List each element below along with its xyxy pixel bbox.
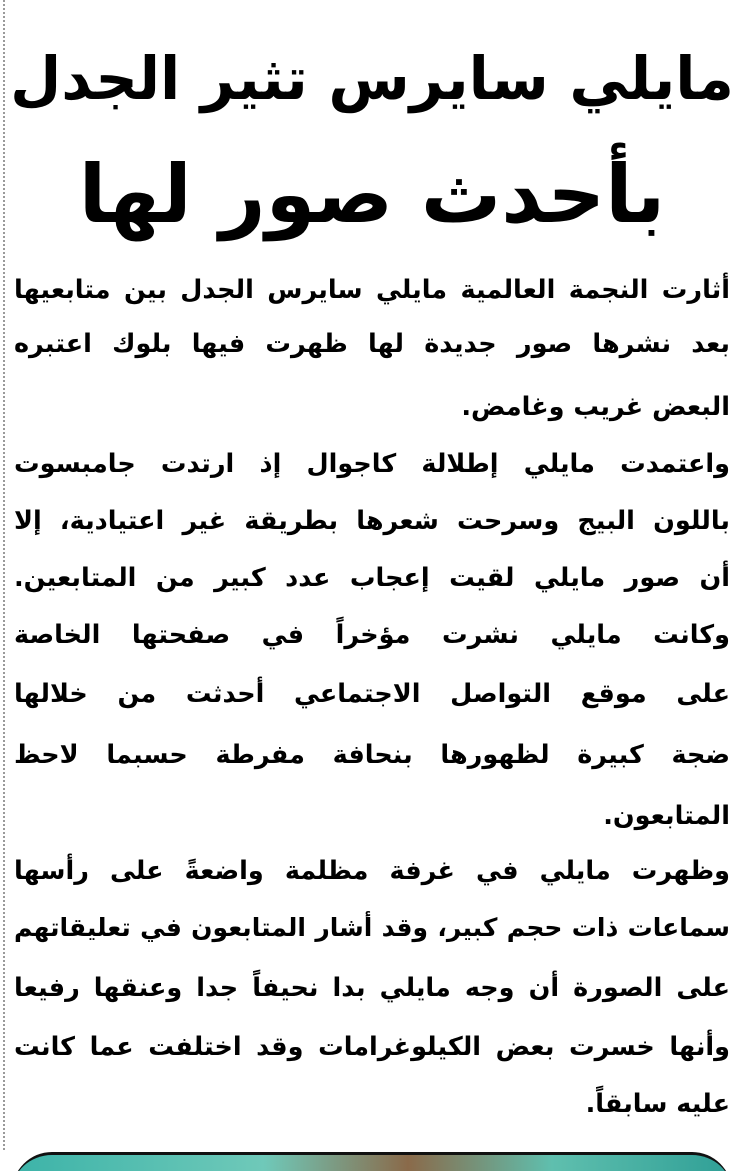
column-divider [3, 0, 5, 1150]
article-line-1: أثارت النجمة العالمية مايلي سايرس الجدل بين متابعيها [14, 275, 730, 305]
headline-line-1: مايلي سايرس تثير الجدل [10, 44, 734, 113]
article-line-5: باللون البيج وسرحت شعرها بطريقة غير اعتيادية، إلا [14, 506, 730, 536]
article-line-6: أن صور مايلي لقيت إعجاب عدد كبير من المتابعين. [14, 563, 730, 593]
article-line-13: على الصورة أن وجه مايلي بدا نحيفاً جدا وعنقها رفيعا [14, 973, 730, 1003]
article-line-15: عليه سابقاً. [585, 1089, 730, 1119]
article-line-3: البعض غريب وغامض. [461, 392, 730, 422]
article-line-12: سماعات ذات حجم كبير، وقد أشار المتابعون في تعليقاتهم [14, 913, 730, 942]
article-line-8: على موقع التواصل الاجتماعي أحدثت من خلالها [14, 679, 730, 709]
article-line-2: بعد نشرها صور جديدة لها ظهرت فيها بلوك اعتبره [14, 329, 730, 359]
article-line-10: المتابعون. [603, 801, 730, 831]
article-line-9: ضجة كبيرة لظهورها بنحافة مفرطة حسبما لاحظ [14, 740, 730, 770]
article-line-4: واعتمدت مايلي إطلالة كاجوال إذ ارتدت جامبسوت [14, 449, 730, 479]
article-line-11: وظهرت مايلي في غرفة مظلمة واضعةً على رأسها [14, 856, 730, 886]
photo-edge [12, 1152, 732, 1171]
article-line-14: وأنها خسرت بعض الكيلوغرامات وقد اختلفت عما كانت [14, 1032, 730, 1062]
article-line-7: وكانت مايلي نشرت مؤخراً في صفحتها الخاصة [14, 620, 730, 650]
headline-line-2: بأحدث صور لها [78, 148, 666, 241]
